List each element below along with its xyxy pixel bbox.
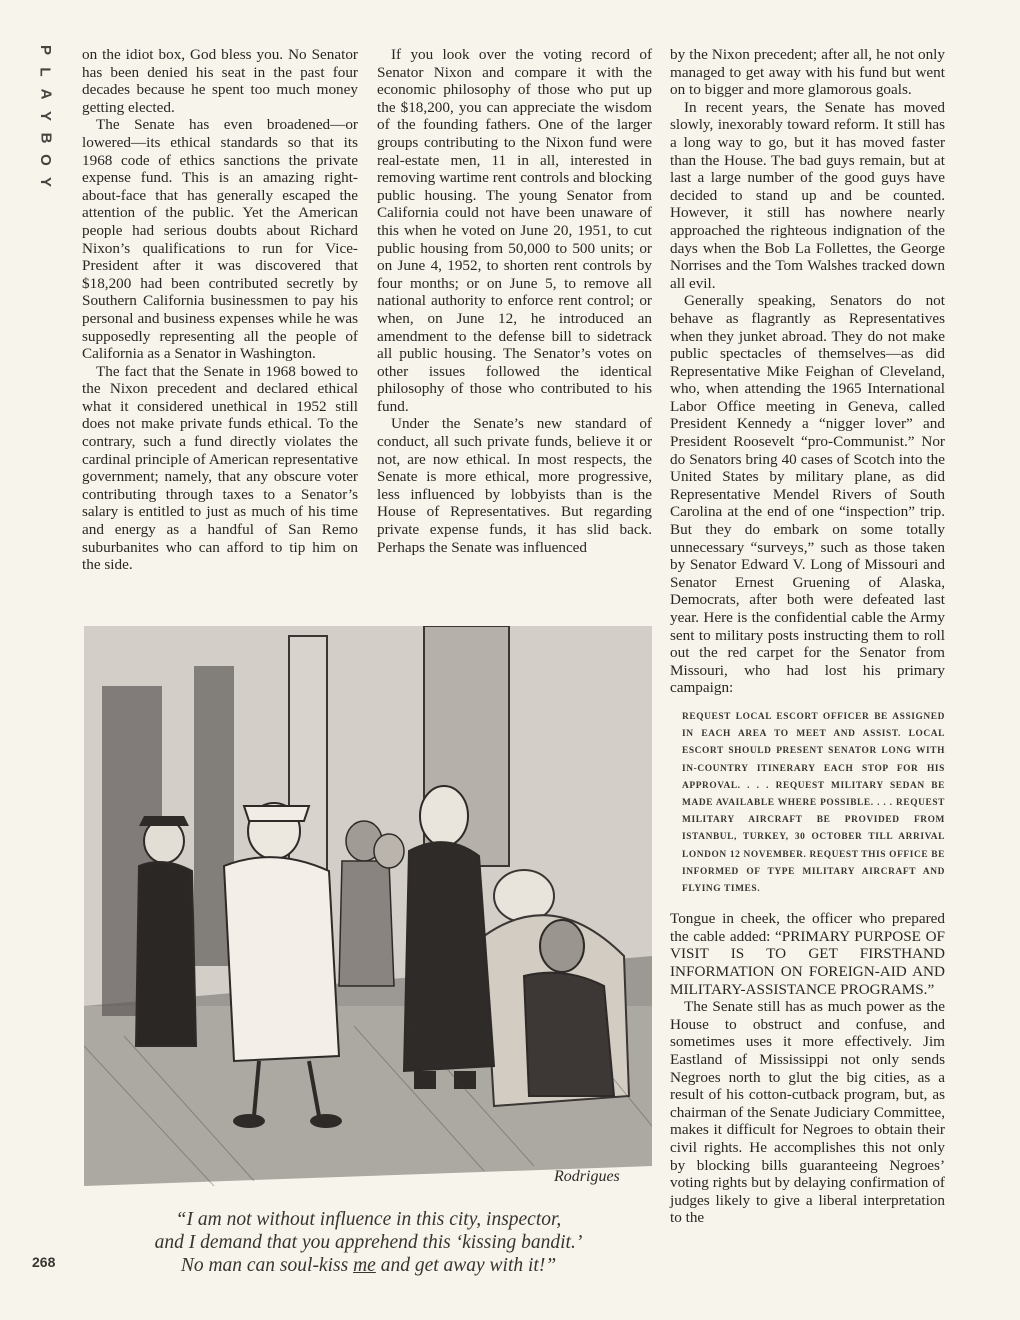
caption-text: and get away with it!” <box>375 1255 557 1276</box>
article-column-3 <box>670 46 945 1227</box>
cartoon-signature: Rodrigues <box>554 1168 620 1185</box>
caption-line: and I demand that you apprehend this ‘kissing bandit.’ <box>154 1232 583 1253</box>
masthead-letter: L <box>36 67 54 77</box>
masthead-letter: A <box>37 88 54 100</box>
article-column-2 <box>377 46 652 556</box>
masthead <box>32 40 58 192</box>
paragraph: on the idiot box, God bless you. No Senator has been denied his seat in the past four decades because he spent too much money getting elected. <box>82 46 358 116</box>
paragraph: The Senate still has as much power as the House to obstruct and confuse, and sometimes uses it more effectively. Jim Eastland of Mississippi not only sends Negroes north to glut the big cities, as a result of his cotton-cutback program, but, as chairman of the Senate Judiciary Committee, makes it difficult for Negroes to obtain their civil rights. He accomplishes this not only by blocking bills guaranteeing Negroes’ voting rights but by delaying confirmation of judges likely to give a liberal interpretation to the <box>670 998 945 1227</box>
cartoon-caption <box>96 1208 641 1277</box>
cartoon-illustration <box>84 626 652 1196</box>
cable-quote: REQUEST LOCAL ESCORT OFFICER BE ASSIGNED IN EACH AREA TO MEET AND ASSIST. LOCAL ESCORT SHOULD PRESENT SENATOR LONG WITH IN-COUNTRY ITINERARY EACH STOP FOR HIS APPROVAL. . . . REQUEST MILITARY SEDAN BE MADE AVAILABLE WHERE POSSIBLE. . . . REQUEST MILITARY AIRCRAFT BE PROVIDED FROM ISTANBUL, TURKEY, 30 OCTOBER TILL ARRIVAL LONDON 12 NOVEMBER. REQUEST THIS OFFICE BE INFORMED OF TYPE MILITARY AIRCRAFT AND FLYING TIMES. <box>682 711 945 894</box>
caption-line <box>96 1254 641 1277</box>
masthead-letter: O <box>36 154 54 166</box>
masthead-letter: P <box>36 44 54 56</box>
page-number: 268 <box>32 1254 56 1270</box>
paragraph: by the Nixon precedent; after all, he not only managed to get away with his fund but went on to bigger and more glamorous goals. <box>670 46 945 99</box>
masthead-letter: Y <box>36 176 54 188</box>
paragraph: In recent years, the Senate has moved slowly, inexorably toward reform. It still has a long way to go, but it has moved faster than the House. The bad guys remain, but at last a large number of the good guys have decided to stand up and be counted. However, it still has nowhere nearly approached the righteous indignation of the days when the Bob La Follettes, the George Norrises and the Tom Walshes tracked down all evil. <box>670 98 945 292</box>
paragraph: If you look over the voting record of Senator Nixon and compare it with the economic philosophy of those who put up the $18,200, you can appreciate the wisdom of the founding fathers. One of the larger groups contributing to the Nixon fund were real-estate men, 11 in all, interested in removing wartime rent controls and blocking public housing. The young Senator from California could not have been unaware of this when he voted on June 20, 1951, to cut public housing from 50,000 to 500 units; or on June 4, 1952, to shorten rent controls by four months; or on June 5, to remove all national authority to enforce rent control; or when, on June 12, he introduced an amendment to the defense bill to sidetrack all public housing. The Senator’s votes on other issues followed the identical philosophy of those who contributed to his fund. <box>377 46 652 415</box>
caption-emphasis: me <box>353 1255 376 1276</box>
paragraph: The fact that the Senate in 1968 bowed to the Nixon precedent and declared ethical what it considered unethical in 1952 still does not make private funds ethical. To the contrary, such a fund directly violates the cardinal principle of American representative government; namely, that any obscure voter contributing through taxes to a Senator’s salary is entitled to just as much of his time and energy as a handful of San Remo suburbanites who can afford to tip him on the side. <box>82 362 358 574</box>
paragraph: Generally speaking, Senators do not behave as flagrantly as Representatives when they junket abroad. They do not make public spectacles of themselves—as did Representative Mike Feighan of Cleveland, who, when attending the 1965 International Labor Office meeting in Geneva, called President Kennedy a “nigger lover” and President Roosevelt “pro-Communist.” Nor do Senators bring 40 cases of Scotch into the United States by military plane, as did Representative Mendel Rivers of South Carolina at the end of one “inspection” trip. But they do embark on some totally unnecessary “surveys,” such as those taken by Senator Edward V. Long of Missouri and Senator Ernest Gruening of Alaska, Democrats, after both were defeated last year. Here is the confidential cable the Army sent to military posts instructing them to roll out the red carpet for the Senator from Missouri, who had lost his primary campaign: <box>670 292 945 697</box>
article-column-1 <box>82 46 358 574</box>
cartoon-drawing <box>84 626 652 1196</box>
paragraph: Tongue in cheek, the officer who prepared the cable added: “PRIMARY PURPOSE OF VISIT IS TO GET FIRSTHAND INFORMATION ON FOREIGN-AID AND MILITARY-ASSISTANCE PROGRAMS.” <box>670 910 945 998</box>
paragraph: The Senate has even broadened—or lowered—its ethical standards so that its 1968 code of ethics sanctions the private expense fund. This is an amazing right-about-face that has generally escaped the attention of the public. Yet the American people had serious doubts about Richard Nixon’s qualifications to run for Vice-President after it was discovered that $18,200 had been contributed secretly by Southern California businessmen to pay his personal and business expenses while he was supposedly representing all the people of California as a Senator in Washington. <box>82 116 358 363</box>
caption-line: “I am not without influence in this city, inspector, <box>175 1209 562 1230</box>
masthead-letter: Y <box>36 110 54 122</box>
masthead-letter: B <box>37 132 54 144</box>
caption-text: No man can soul-kiss <box>180 1255 354 1276</box>
paragraph: Under the Senate’s new standard of conduct, all such private funds, believe it or not, are now ethical. In most respects, the Senate is more ethical, more progressive, less influenced by lobbyists than is the House of Representatives. But regarding private expense funds, it has slid back. Perhaps the Senate was influenced <box>377 415 652 556</box>
